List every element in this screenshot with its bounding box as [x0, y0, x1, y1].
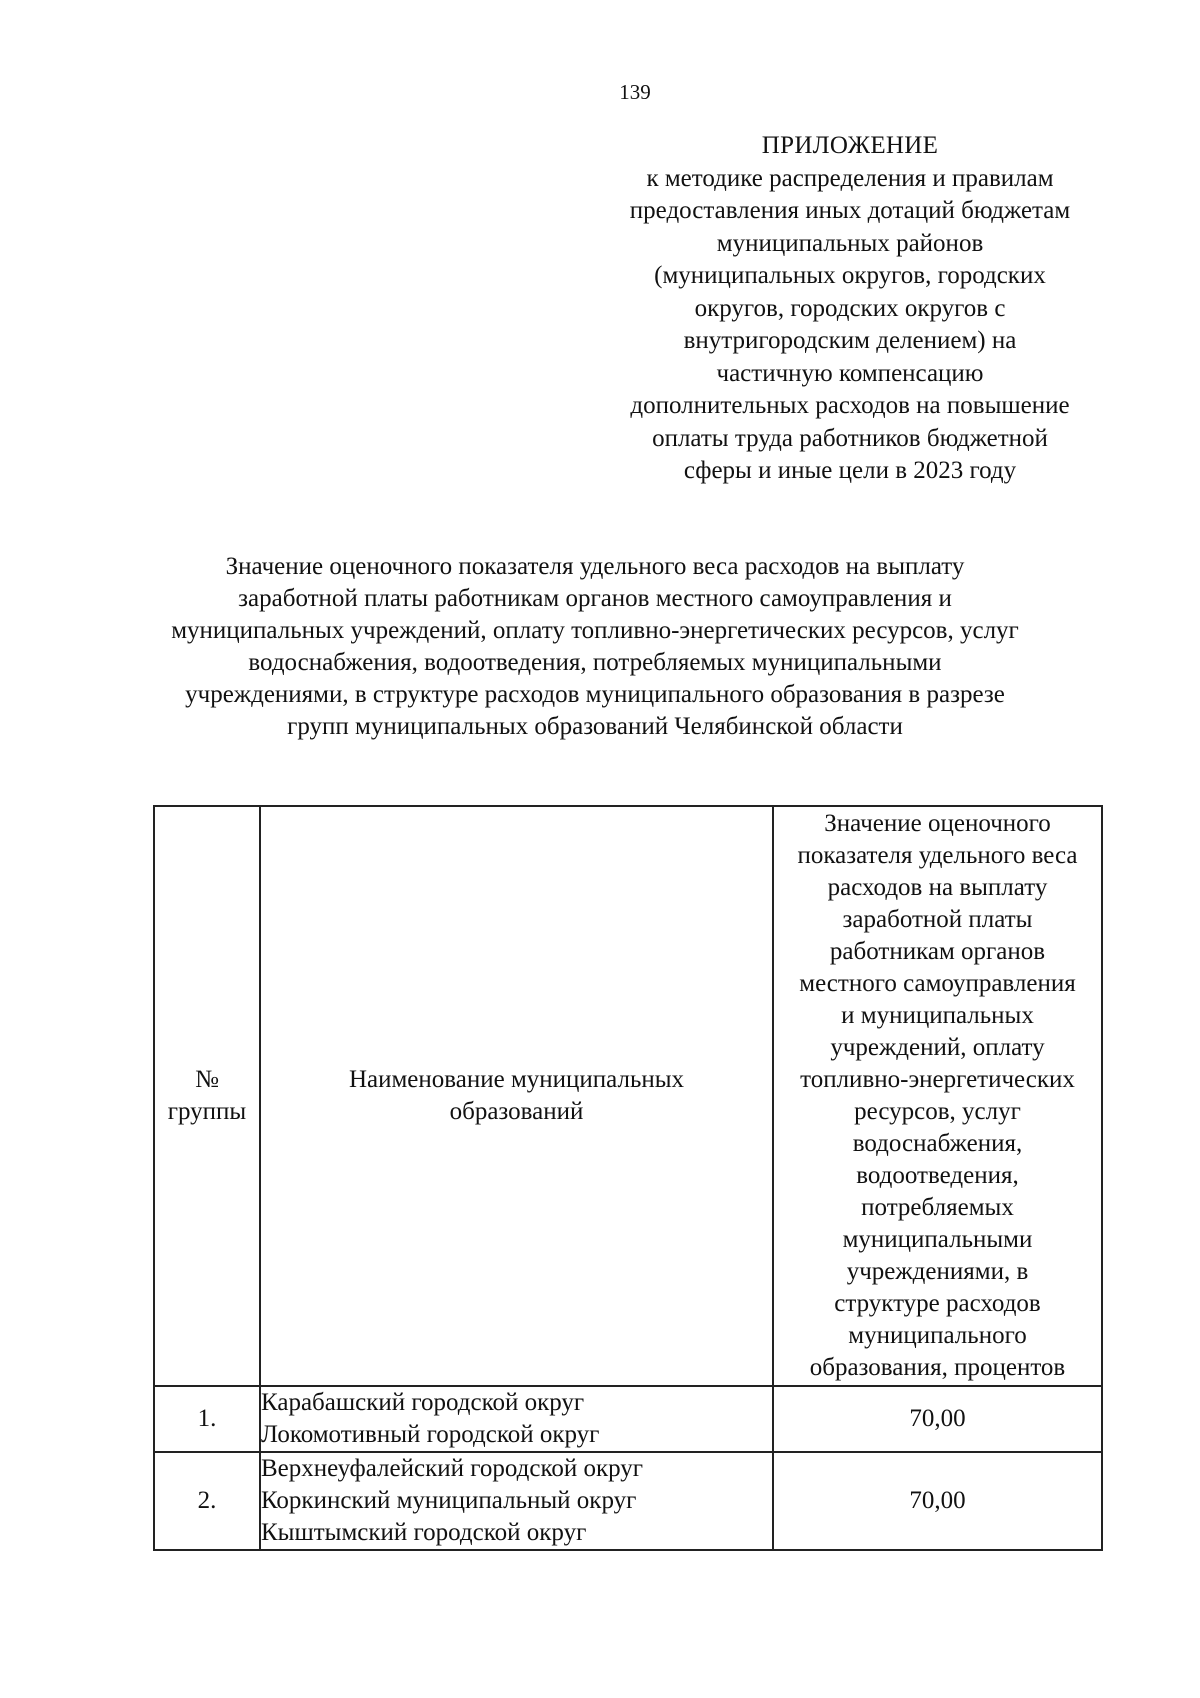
title-line: водоснабжения, водоотведения, потребляемых муниципальными — [248, 649, 942, 676]
header-group-number: № группы — [154, 806, 260, 1386]
appendix-line: (муниципальных округов, городских — [654, 262, 1046, 289]
groups-table — [153, 805, 1103, 1551]
municipality-name: Коркинский муниципальный округ — [261, 1487, 637, 1514]
title-line: муниципальных учреждений, оплату топливно-энергетических ресурсов, услуг — [171, 617, 1019, 644]
table-row — [154, 1452, 1102, 1550]
title-line: учреждениями, в структуре расходов муниципального образования в разрезе — [185, 681, 1005, 708]
appendix-line: муниципальных районов — [716, 229, 984, 257]
page-number: 139 — [619, 80, 651, 104]
title-line: Значение оценочного показателя удельного веса расходов на выплату — [225, 553, 965, 580]
table-row — [154, 1386, 1102, 1452]
municipality-name: Верхнеуфалейский городской округ — [261, 1455, 644, 1482]
appendix-line: частичную компенсацию — [716, 359, 984, 387]
header-municipality-name: Наименование муниципальных образований — [260, 806, 773, 1386]
indicator-value: 70,00 — [773, 1386, 1102, 1452]
appendix-line: внутригородским делением) на — [683, 327, 1017, 354]
indicator-value: 70,00 — [773, 1452, 1102, 1550]
appendix-line: предоставления иных дотаций бюджетам — [629, 197, 1071, 224]
title-line: заработной платы работникам органов местного самоуправления и — [238, 585, 952, 612]
appendix-line: сферы и иные цели в 2023 году — [683, 457, 1017, 484]
title-line: групп муниципальных образований Челябинской области — [287, 713, 903, 740]
appendix-line: округов, городских округов с — [694, 294, 1006, 322]
table-header-row — [154, 806, 1102, 1386]
group-number: 1. — [154, 1386, 260, 1452]
appendix-block — [590, 130, 1110, 488]
appendix-line: оплаты труда работников бюджетной — [652, 424, 1048, 452]
municipality-name: Кыштымский городской округ — [261, 1519, 587, 1546]
appendix-line: дополнительных расходов на повышение — [630, 392, 1070, 419]
municipality-list — [260, 1452, 773, 1550]
appendix-line: к методике распределения и правилам — [646, 164, 1054, 192]
group-number: 2. — [154, 1452, 260, 1550]
document-title — [140, 551, 1050, 743]
header-indicator-value: Значение оценочного показателя удельного веса расходов на выплату заработной платы работникам органов местного самоуправления и муниципальных учреждений, оплату топливно-энергетических ресурсов, услуг водоснабжения, водоотведения, потребляемых муниципальными учреждениями, в структуре расходов муниципального образования, процентов — [773, 806, 1102, 1386]
municipality-name: Локомотивный городской округ — [261, 1421, 600, 1448]
appendix-heading: ПРИЛОЖЕНИЕ — [761, 132, 939, 159]
municipality-list — [260, 1386, 773, 1452]
municipality-name: Карабашский городской округ — [261, 1389, 585, 1416]
